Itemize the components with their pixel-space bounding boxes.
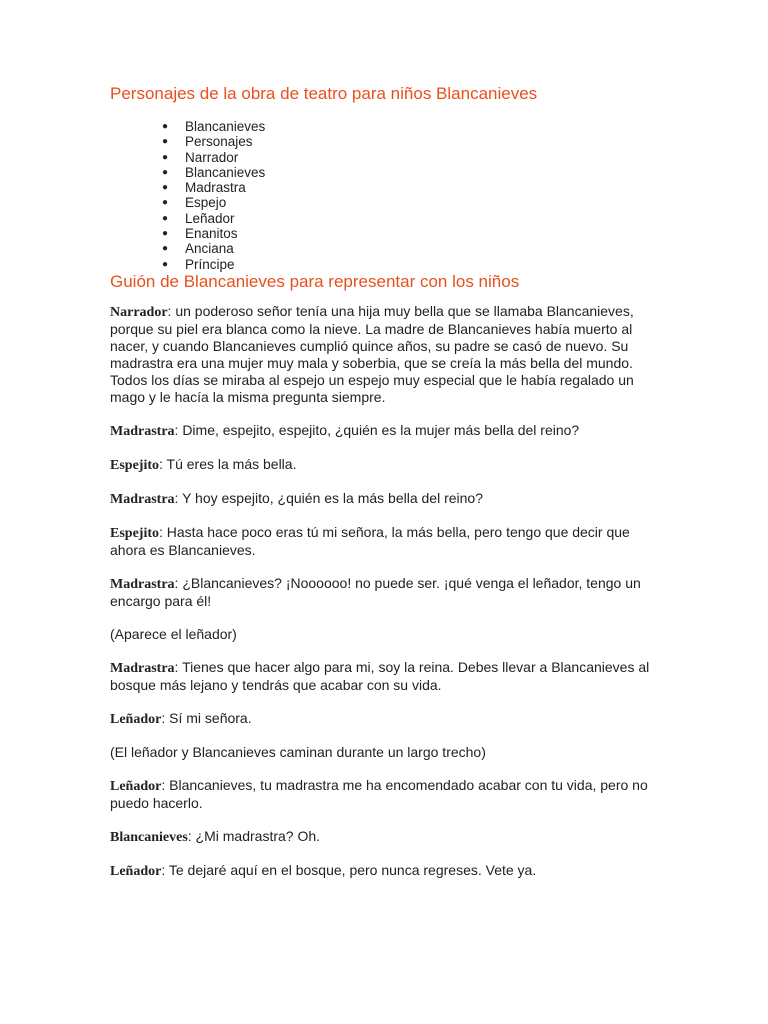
speaker-name: Madrastra (110, 492, 175, 507)
page-title: Personajes de la obra de teatro para niños Blancanieves (110, 84, 538, 103)
script-line (110, 659, 650, 694)
speaker-name: Narrador (110, 305, 168, 320)
bullet-icon: ● (162, 258, 169, 270)
script-line (110, 490, 650, 508)
speaker-name: Espejito (110, 458, 159, 473)
list-item (162, 180, 265, 196)
script-line (110, 777, 650, 812)
list-item-label: Personajes (185, 134, 253, 150)
list-item (162, 256, 265, 272)
script-line (110, 828, 650, 846)
bullet-icon: ● (162, 228, 169, 240)
section-heading: Guión de Blancanieves para representar con los niños (110, 272, 520, 291)
speaker-name: Madrastra (110, 577, 175, 592)
bullet-icon: ● (162, 136, 169, 148)
list-item (162, 226, 265, 242)
script-line (110, 303, 650, 406)
speaker-name: Leñador (110, 712, 162, 727)
speaker-name: Espejito (110, 526, 159, 541)
bullet-icon: ● (162, 166, 169, 178)
script-line (110, 422, 650, 440)
dialogue-text: : Sí mi señora. (161, 710, 252, 726)
list-item (162, 164, 266, 180)
bullet-icon: ● (162, 121, 169, 132)
list-item-label: Príncipe (185, 256, 235, 272)
speaker-name: Madrastra (110, 661, 175, 676)
dialogue-text: : Y hoy espejito, ¿quién es la más bella del reino? (174, 490, 483, 506)
dialogue-text: : Blancanieves, tu madrastra me ha encomendado acabar con tu vida, pero no puedo hacerlo. (110, 777, 648, 811)
dialogue-text: : Hasta hace poco eras tú mi señora, la más bella, pero tengo que decir que ahora es Blancanieves. (110, 524, 630, 558)
script-body (110, 303, 650, 896)
dialogue-text: : ¿Mi madrastra? Oh. (187, 828, 321, 844)
stage-direction-text: (El leñador y Blancanieves caminan durante un largo trecho) (110, 744, 486, 760)
speaker-name: Madrastra (110, 424, 175, 439)
bullet-icon: ● (162, 151, 169, 163)
list-item (162, 149, 265, 165)
bullet-icon: ● (162, 243, 169, 255)
stage-direction (110, 626, 650, 643)
bullet-icon: ● (162, 182, 169, 194)
dialogue-text: : Tú eres la más bella. (159, 456, 297, 472)
script-line (110, 575, 650, 610)
list-item-label: Anciana (185, 241, 234, 257)
bullet-icon: ● (162, 197, 169, 209)
list-item-label: Madrastra (185, 180, 246, 196)
dialogue-text: : ¿Blancanieves? ¡Noooooo! no puede ser. ¡qué venga el leñador, tengo un encargo para él! (110, 575, 641, 609)
stage-direction (110, 744, 650, 761)
list-item (162, 195, 265, 211)
list-item-label: Leñador (185, 210, 235, 226)
dialogue-text: : Dime, espejito, espejito, ¿quién es la mujer más bella del reino? (174, 422, 580, 438)
bullet-icon: ● (162, 212, 169, 224)
speaker-name: Leñador (110, 779, 162, 794)
list-item-label: Espejo (185, 195, 227, 211)
character-list (162, 119, 266, 272)
list-item (162, 210, 265, 226)
list-item (162, 119, 266, 134)
script-line (110, 710, 650, 728)
dialogue-text: : un poderoso señor tenía una hija muy bella que se llamaba Blancanieves, porque su piel era blanca como la nieve. La madre de Blancanieves había muerto al nacer, y cuando Blancanieves cumplió quince años, su padre se casó de nuevo. Su madrastra era una mujer muy mala y soberbia, que se creía la más bella del mundo. Todos los días se miraba al espejo un espejo muy especial que le había regalado un mago y le hacía la misma pregunta siempre. (110, 303, 634, 405)
speaker-name: Blancanieves (110, 830, 188, 845)
dialogue-text: : Te dejaré aquí en el bosque, pero nunca regreses. Vete ya. (161, 862, 537, 878)
stage-direction-text: (Aparece el leñador) (110, 626, 237, 642)
list-item-label: Narrador (185, 149, 239, 165)
script-line (110, 862, 650, 880)
list-item-label: Blancanieves (185, 164, 266, 180)
dialogue-text: : Tienes que hacer algo para mi, soy la reina. Debes llevar a Blancanieves al bosque más lejano y tendrás que acabar con su vida. (110, 659, 650, 693)
list-item (162, 241, 265, 257)
script-line (110, 456, 650, 474)
list-item (162, 134, 265, 150)
script-line (110, 524, 650, 559)
list-item-label: Blancanieves (185, 119, 266, 134)
list-item-label: Enanitos (185, 226, 238, 242)
speaker-name: Leñador (110, 864, 162, 879)
